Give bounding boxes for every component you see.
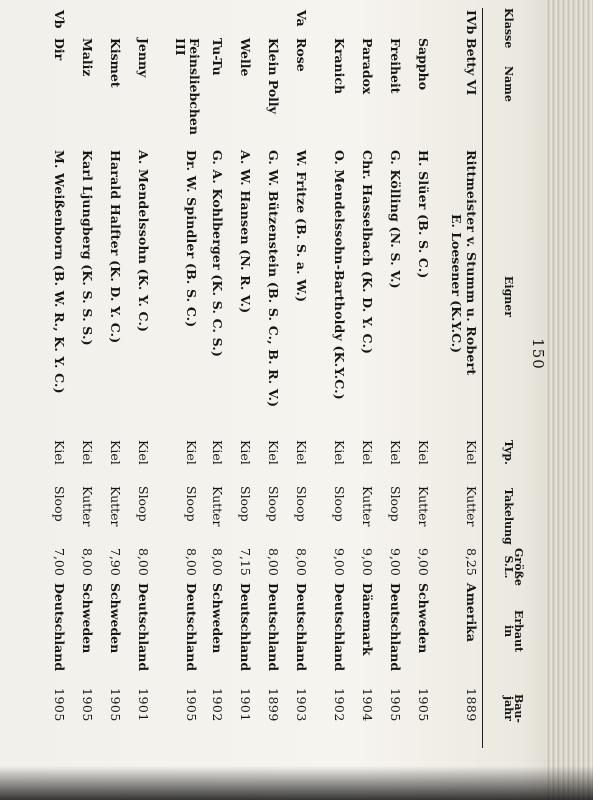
table-row <box>39 8 67 748</box>
table-row <box>375 8 403 748</box>
cell-baujahr: 1905 <box>184 688 199 722</box>
cell-takelung: Sloop <box>266 486 281 522</box>
cell-groesse: 8,25 <box>464 548 479 576</box>
cell-name: Feinsliebchen III <box>173 38 202 135</box>
book-page-edges <box>545 0 593 800</box>
cell-eigner: M. Weißenborn (B. W. R., K. Y. C.) <box>52 150 67 394</box>
cell-groesse: 7,00 <box>52 548 67 576</box>
cell-groesse: 7,90 <box>108 548 123 576</box>
cell-baujahr: 1901 <box>136 688 151 722</box>
cell-baujahr: 1903 <box>294 688 309 722</box>
header-groesse-line2: S.L. <box>502 555 515 579</box>
cell-baujahr: 1901 <box>238 688 253 722</box>
cell-baujahr: 1905 <box>416 688 431 722</box>
cell-typ: Kiel <box>210 440 225 465</box>
cell-baujahr: 1902 <box>210 688 225 722</box>
cell-takelung: Sloop <box>332 486 347 522</box>
cell-takelung: Kutter <box>416 486 431 527</box>
header-klasse: Klasse <box>502 8 515 49</box>
cell-erbaut: Deutschland <box>238 583 253 672</box>
cell-eigner: A. Mendelssohn (K. Y. C.) <box>136 150 151 333</box>
cell-erbaut: Deutschland <box>332 583 347 672</box>
cell-name: Kismet <box>108 38 123 88</box>
cell-takelung: Kutter <box>80 486 95 527</box>
cell-eigner: Karl Ljungberg (K. S. S. S.) <box>80 150 95 346</box>
cell-typ: Kiel <box>416 440 431 465</box>
cell-typ: Kiel <box>184 440 199 465</box>
cell-groesse: 7,15 <box>238 548 253 576</box>
cell-takelung: Sloop <box>136 486 151 522</box>
cell-name: Betty VI <box>464 38 479 96</box>
cell-typ: Kiel <box>464 440 479 465</box>
table-row <box>67 8 95 748</box>
cell-eigner: G. W. Bützenstein (B. S. C., B. R. V.) <box>266 150 281 408</box>
header-baujahr-line1: Bau- <box>512 694 525 723</box>
header-baujahr <box>503 694 523 723</box>
cell-klasse: IVb <box>464 10 479 35</box>
cell-groesse: 8,00 <box>184 548 199 576</box>
cell-eigner: G. A. Kohlberger (K. S. C. S.) <box>210 150 225 358</box>
cell-klasse: Vb <box>52 10 67 29</box>
cell-eigner: H. Slüer (B. S. C.) <box>416 150 431 279</box>
cell-takelung: Sloop <box>388 486 403 522</box>
table-row <box>95 8 123 748</box>
cell-eigner: Harald Halfter (K. D. Y. C.) <box>108 150 123 344</box>
cell-groesse: 9,00 <box>416 548 431 576</box>
table-row <box>225 8 253 748</box>
cell-typ: Kiel <box>266 440 281 465</box>
cell-erbaut: Deutschland <box>52 583 67 672</box>
table-row <box>403 8 431 748</box>
cell-name: Freiheit <box>388 38 403 94</box>
cell-name: Klein Polly <box>266 38 281 114</box>
cell-groesse: 9,00 <box>360 548 375 576</box>
table-row <box>253 8 281 748</box>
cell-erbaut: Schweden <box>416 583 431 654</box>
table-top-rule <box>482 8 483 748</box>
cell-name: Paradox <box>360 38 375 95</box>
cell-eigner: G. Kölling (N. S. V.) <box>388 150 403 289</box>
cell-eigner: Dr. W. Spindler (B. S. C.) <box>184 150 199 328</box>
cell-erbaut: Deutschland <box>294 583 309 672</box>
cell-baujahr: 1905 <box>80 688 95 722</box>
table-row <box>161 8 202 748</box>
cell-eigner: Rittmeister v. Stumm u. Robert <box>464 150 479 376</box>
table-row <box>319 8 347 748</box>
header-eigner: Eigner <box>502 276 515 318</box>
cell-baujahr: 1902 <box>332 688 347 722</box>
cell-name: Tu-Tu <box>210 38 225 76</box>
cell-erbaut: Amerika <box>464 583 479 642</box>
cell-typ: Kiel <box>136 440 151 465</box>
cell-eigner: W. Fritze (B. S. a. W.) <box>294 150 309 303</box>
cell-typ: Kiel <box>108 440 123 465</box>
cell-typ: Kiel <box>332 440 347 465</box>
cell-baujahr: 1905 <box>52 688 67 722</box>
cell-baujahr: 1889 <box>464 688 479 722</box>
cell-klasse: Va <box>294 10 309 27</box>
cell-erbaut: Deutschland <box>184 583 199 672</box>
cell-eigner-line2: E. Loesener (K.Y.C.) <box>449 214 464 354</box>
cell-name: Jenny <box>136 38 151 78</box>
cell-eigner: A. W. Hansen (N. R. V.) <box>238 150 253 314</box>
bottom-shadow <box>0 766 593 800</box>
header-baujahr-line2: jahr <box>502 696 515 721</box>
header-groesse-line1: Größe <box>512 548 525 586</box>
header-erbaut <box>503 610 523 652</box>
cell-baujahr: 1905 <box>108 688 123 722</box>
header-groesse <box>503 548 523 586</box>
cell-groesse: 8,00 <box>136 548 151 576</box>
header-erbaut-line2: in <box>502 624 515 638</box>
cell-typ: Kiel <box>360 440 375 465</box>
cell-takelung: Sloop <box>52 486 67 522</box>
cell-name: Dir <box>52 38 67 61</box>
cell-groesse: 8,00 <box>210 548 225 576</box>
cell-erbaut: Schweden <box>108 583 123 654</box>
cell-erbaut: Schweden <box>80 583 95 654</box>
cell-groesse: 8,00 <box>294 548 309 576</box>
cell-takelung: Kutter <box>108 486 123 527</box>
cell-baujahr: 1904 <box>360 688 375 722</box>
cell-takelung: Sloop <box>294 486 309 522</box>
cell-typ: Kiel <box>52 440 67 465</box>
cell-name: Welle <box>238 38 253 77</box>
cell-takelung: Kutter <box>360 486 375 527</box>
cell-takelung: Sloop <box>238 486 253 522</box>
cell-typ: Kiel <box>238 440 253 465</box>
cell-erbaut: Dänemark <box>360 583 375 656</box>
rotated-table-page <box>10 8 545 748</box>
header-typ: Typ. <box>502 440 515 465</box>
cell-groesse: 8,00 <box>80 548 95 576</box>
header-name: Name <box>502 66 515 102</box>
page-number: 150 <box>529 338 547 370</box>
cell-erbaut: Deutschland <box>388 583 403 672</box>
cell-erbaut: Deutschland <box>266 583 281 672</box>
cell-name: Kranich <box>332 38 347 95</box>
header-takelung: Takelung <box>502 488 515 545</box>
header-erbaut-line1: Erbaut <box>512 610 525 653</box>
cell-eigner: Chr. Hasselbach (K. D. Y. C.) <box>360 150 375 355</box>
cell-erbaut: Deutschland <box>136 583 151 672</box>
table-row <box>347 8 375 748</box>
cell-baujahr: 1899 <box>266 688 281 722</box>
cell-typ: Kiel <box>80 440 95 465</box>
cell-groesse: 9,00 <box>332 548 347 576</box>
table-row <box>281 8 309 748</box>
cell-typ: Kiel <box>388 440 403 465</box>
cell-name: Maliz <box>80 38 95 77</box>
cell-takelung: Kutter <box>210 486 225 527</box>
cell-takelung: Kutter <box>464 486 479 527</box>
cell-erbaut: Schweden <box>210 583 225 654</box>
cell-typ: Kiel <box>294 440 309 465</box>
cell-baujahr: 1905 <box>388 688 403 722</box>
cell-name: Rose <box>294 38 309 72</box>
cell-eigner: O. Mendelssohn-Bartholdy (K.Y.C.) <box>332 150 347 400</box>
cell-groesse: 8,00 <box>266 548 281 576</box>
cell-name: Sappho <box>416 38 431 91</box>
table-row <box>123 8 151 748</box>
cell-takelung: Sloop <box>184 486 199 522</box>
table-row <box>441 8 479 748</box>
cell-groesse: 9,00 <box>388 548 403 576</box>
